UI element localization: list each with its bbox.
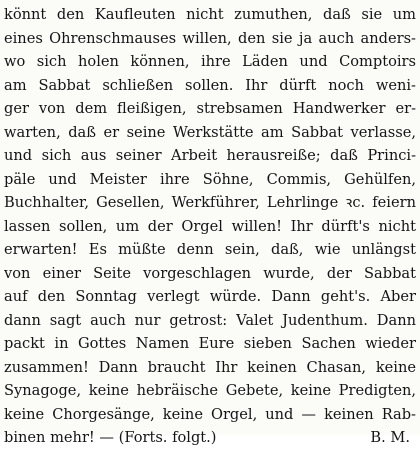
text-line: erwarten! Es müßte denn sein, daß, wie unlängst	[4, 241, 416, 258]
article-text	[4, 3, 416, 450]
text-line: dann sagt auch nur getrost: Valet Judenthum. Dann	[4, 311, 416, 329]
text-line: warten, daß er seine Werkstätte am Sabbat verlasse,	[4, 123, 416, 141]
text-line: zusammen! Dann braucht Ihr keinen Chasan, keine	[4, 358, 416, 376]
text-line: Buchhalter, Gesellen, Werkführer, Lehrlinge ꝛc. feiern	[4, 194, 416, 211]
author-signature: B. M.	[370, 429, 410, 446]
text-line: Synagoge, keine hebräische Gebete, keine Predigten,	[4, 382, 416, 399]
text-line: keine Chorgesänge, keine Orgel, und — keinen Rab-	[4, 405, 416, 423]
text-line: auf den Sonntag verlegt würde. Dann geht's. Aber	[4, 288, 416, 305]
text-line: päle und Meister ihre Söhne, Commis, Gehülfen,	[4, 170, 416, 188]
text-line: am Sabbat schließen sollen. Ihr dürft noch weni-	[4, 76, 416, 94]
text-line: und sich aus seiner Arbeit herausreiße; daß Princi-	[4, 147, 416, 164]
text-line: eines Ohrenschmauses willen, den sie ja auch anders-	[4, 29, 416, 47]
text-line: von einer Seite vorgeschlagen wurde, der Sabbat	[4, 264, 416, 282]
text-line: wo sich holen können, ihre Läden und Comptoirs	[4, 53, 416, 70]
text-line: packt in Gottes Namen Eure sieben Sachen wieder	[4, 335, 416, 352]
text-line: ger von dem fleißigen, strebsamen Handwerker er-	[4, 100, 416, 117]
text-line: lassen sollen, um der Orgel willen! Ihr dürft's nicht	[4, 217, 416, 235]
closing-text: binen mehr! — (Forts. folgt.)	[4, 429, 217, 446]
text-line: könnt den Kaufleuten nicht zumuthen, daß sie um	[4, 6, 416, 23]
final-line	[4, 426, 416, 450]
